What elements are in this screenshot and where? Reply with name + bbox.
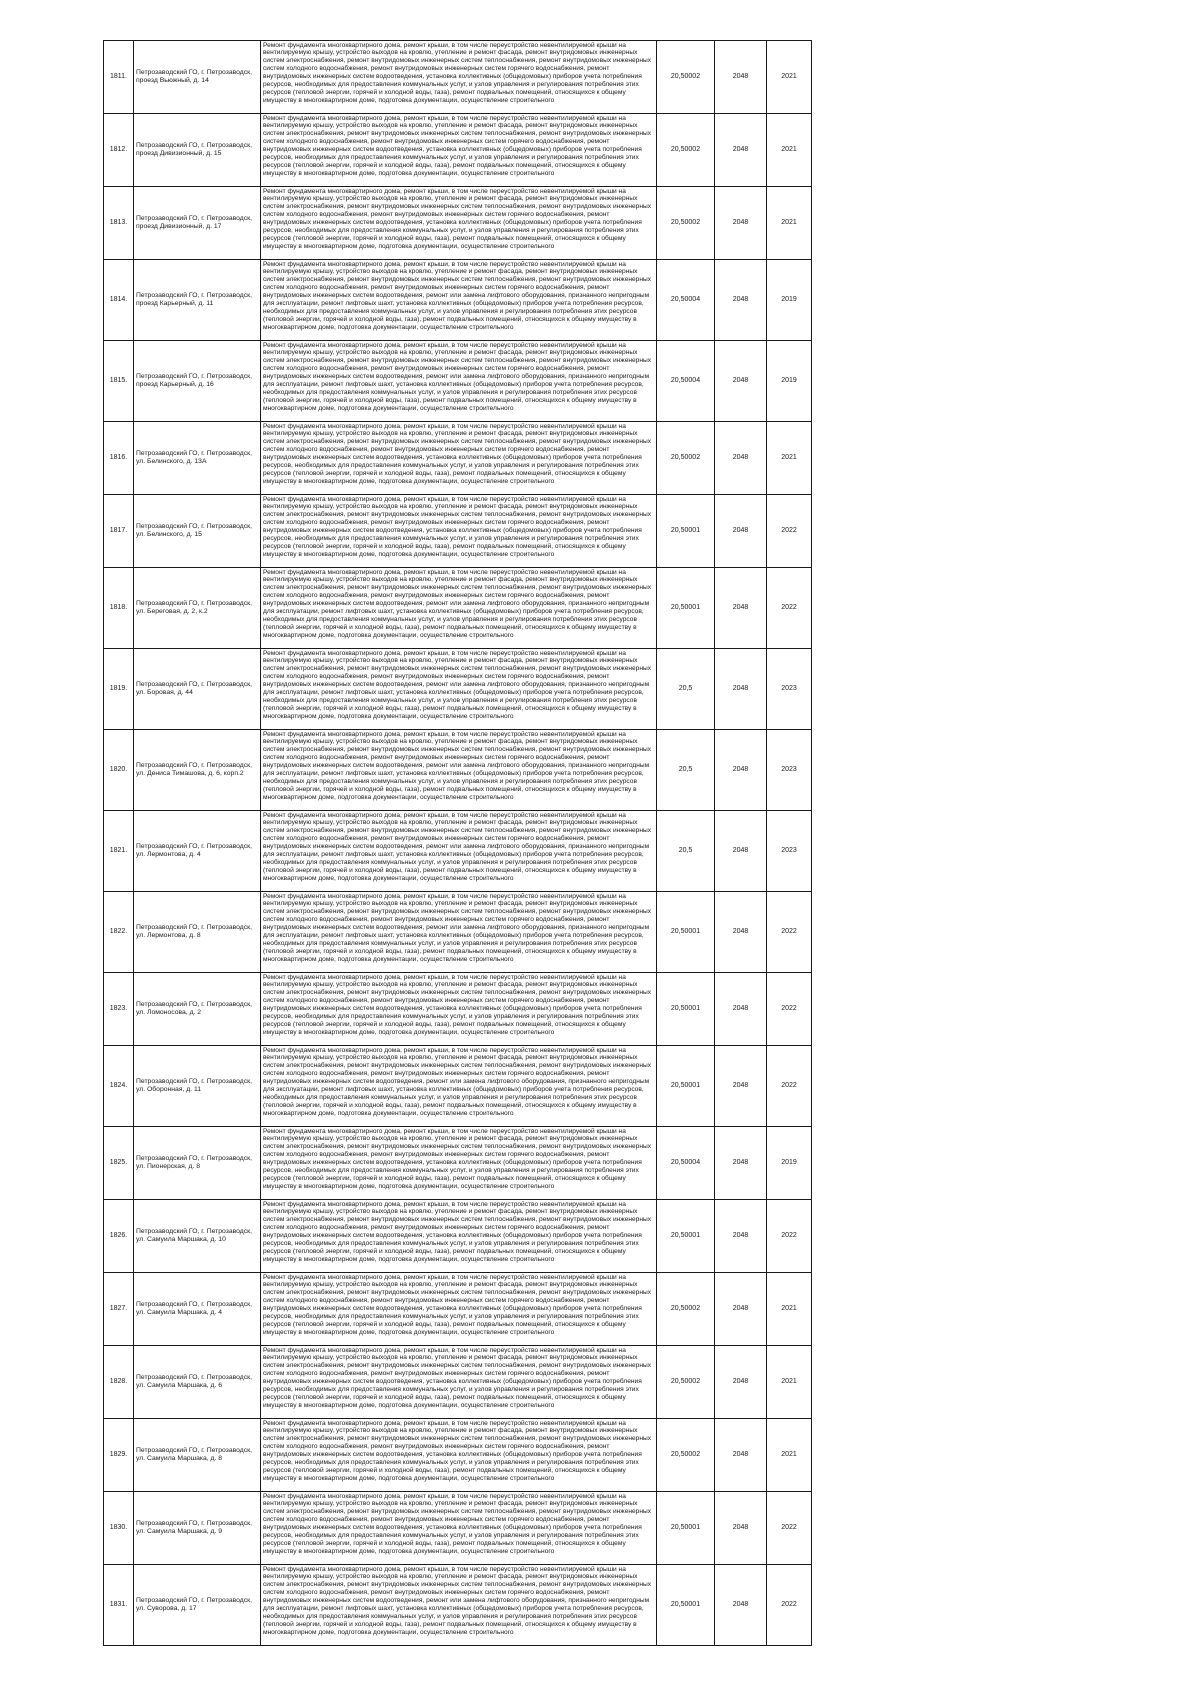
address-cell [134, 1492, 261, 1565]
end-year-cell: 2048 [715, 730, 767, 811]
row-number: 1828. [104, 1346, 134, 1419]
address-cell [134, 1565, 261, 1646]
works-description-cell [261, 260, 657, 341]
value-cell: 20,5 [657, 649, 715, 730]
address-cell [134, 187, 261, 260]
address-text: Петрозаводский ГО, г. Петрозаводск, ул. Оборонная, д. 11 [136, 1078, 253, 1093]
table-row [104, 187, 812, 260]
value-cell: 20,50001 [657, 1492, 715, 1565]
works-description-cell [261, 973, 657, 1046]
table-row [104, 973, 812, 1046]
works-description-cell [261, 1492, 657, 1565]
year-cell: 2022 [767, 973, 812, 1046]
works-description-text: Ремонт фундамента многоквартирного дома, ремонт крыши, в том числе переустройство невентилируемой крыши на вентилируемую крышу, устройство выходов на кровлю, утепление и ремонт фасада, ремонт внутридомовых инженерных систем электроснабжения, ремонт внутридомовых инженерных систем теплоснабжения, ремонт внутридомовых инженерных систем холодного водоснабжения, ремонт внутридомовых инженерных систем горячего водоснабжения, ремонт внутридомовых инженерных систем водоотведения, установка коллективных (общедомовых) приборов учета потребления ресурсов, необходимых для предоставления коммунальных услуг, и узлов управления и регулирования потребления этих ресурсов (тепловой энергии, горячей и холодной воды, газа), ремонт подвальных помещений, относящихся к общему имуществу в многоквартирном доме, подготовка документации, осуществление строительного [263, 422, 652, 485]
address-text: Петрозаводский ГО, г. Петрозаводск, ул. Белинского, д. 13А [136, 450, 253, 465]
table-row [104, 1565, 812, 1646]
table-row [104, 892, 812, 973]
table-row [104, 568, 812, 649]
value-cell: 20,50004 [657, 260, 715, 341]
value-cell: 20,50001 [657, 1200, 715, 1273]
address-text: Петрозаводский ГО, г. Петрозаводск, ул. Береговая, д. 2, к.2 [136, 600, 253, 615]
row-number: 1816. [104, 422, 134, 495]
address-cell [134, 892, 261, 973]
address-text: Петрозаводский ГО, г. Петрозаводск, ул. Боровая, д. 44 [136, 681, 253, 696]
works-description-cell [261, 1419, 657, 1492]
table-row [104, 495, 812, 568]
end-year-cell: 2048 [715, 1046, 767, 1127]
works-description-text: Ремонт фундамента многоквартирного дома, ремонт крыши, в том числе переустройство невентилируемой крыши на вентилируемую крышу, устройство выходов на кровлю, утепление и ремонт фасада, ремонт внутридомовых инженерных систем электроснабжения, ремонт внутридомовых инженерных систем теплоснабжения, ремонт внутридомовых инженерных систем холодного водоснабжения, ремонт внутридомовых инженерных систем горячего водоснабжения, ремонт внутридомовых инженерных систем водоотведения, ремонт или замена лифтового оборудования, признанного непригодным для эксплуатации, ремонт лифтовых шахт, установка коллективных (общедомовых) приборов учета потребления ресурсов, необходимых для предоставления коммунальных услуг, и узлов управления и регулирования потребления этих ресурсов (тепловой энергии, горячей и холодной воды, газа), ремонт подвальных помещений, относящихся к общему имуществу в многоквартирном доме, подготовка документации, осуществление строительного [263, 892, 652, 963]
address-cell [134, 422, 261, 495]
works-description-text: Ремонт фундамента многоквартирного дома, ремонт крыши, в том числе переустройство невентилируемой крыши на вентилируемую крышу, устройство выходов на кровлю, утепление и ремонт фасада, ремонт внутридомовых инженерных систем электроснабжения, ремонт внутридомовых инженерных систем теплоснабжения, ремонт внутридомовых инженерных систем холодного водоснабжения, ремонт внутридомовых инженерных систем горячего водоснабжения, ремонт внутридомовых инженерных систем водоотведения, установка коллективных (общедомовых) приборов учета потребления ресурсов, необходимых для предоставления коммунальных услуг, и узлов управления и регулирования потребления этих ресурсов (тепловой энергии, горячей и холодной воды, газа), ремонт подвальных помещений, относящихся к общему имуществу в многоквартирном доме, подготовка документации, осуществление строительного [263, 1127, 652, 1190]
works-description-cell [261, 1200, 657, 1273]
works-description-text: Ремонт фундамента многоквартирного дома, ремонт крыши, в том числе переустройство невентилируемой крыши на вентилируемую крышу, устройство выходов на кровлю, утепление и ремонт фасада, ремонт внутридомовых инженерных систем электроснабжения, ремонт внутридомовых инженерных систем теплоснабжения, ремонт внутридомовых инженерных систем холодного водоснабжения, ремонт внутридомовых инженерных систем горячего водоснабжения, ремонт внутридомовых инженерных систем водоотведения, установка коллективных (общедомовых) приборов учета потребления ресурсов, необходимых для предоставления коммунальных услуг, и узлов управления и регулирования потребления этих ресурсов (тепловой энергии, горячей и холодной воды, газа), ремонт подвальных помещений, относящихся к общему имуществу в многоквартирном доме, подготовка документации, осуществление строительного [263, 973, 652, 1036]
works-description-cell [261, 495, 657, 568]
address-text: Петрозаводский ГО, г. Петрозаводск, ул. Суворова, д. 17 [136, 1597, 253, 1612]
year-cell: 2022 [767, 495, 812, 568]
row-number: 1829. [104, 1419, 134, 1492]
year-cell: 2019 [767, 341, 812, 422]
end-year-cell: 2048 [715, 1273, 767, 1346]
year-cell: 2021 [767, 422, 812, 495]
works-description-cell [261, 811, 657, 892]
row-number: 1826. [104, 1200, 134, 1273]
end-year-cell: 2048 [715, 811, 767, 892]
address-text: Петрозаводский ГО, г. Петрозаводск, ул. Пионерская, д. 8 [136, 1155, 253, 1170]
address-text: Петрозаводский ГО, г. Петрозаводск, проезд Вьюжный, д. 14 [136, 69, 253, 84]
value-cell: 20,50002 [657, 41, 715, 114]
table-row [104, 1419, 812, 1492]
year-cell: 2022 [767, 1492, 812, 1565]
value-cell: 20,50001 [657, 495, 715, 568]
value-cell: 20,50002 [657, 114, 715, 187]
address-text: Петрозаводский ГО, г. Петрозаводск, проезд Карьерный, д. 16 [136, 373, 253, 388]
value-cell: 20,5 [657, 730, 715, 811]
end-year-cell: 2048 [715, 422, 767, 495]
end-year-cell: 2048 [715, 649, 767, 730]
address-cell [134, 1200, 261, 1273]
row-number: 1821. [104, 811, 134, 892]
works-description-cell [261, 1127, 657, 1200]
end-year-cell: 2048 [715, 1419, 767, 1492]
works-description-text: Ремонт фундамента многоквартирного дома, ремонт крыши, в том числе переустройство невентилируемой крыши на вентилируемую крышу, устройство выходов на кровлю, утепление и ремонт фасада, ремонт внутридомовых инженерных систем электроснабжения, ремонт внутридомовых инженерных систем теплоснабжения, ремонт внутридомовых инженерных систем холодного водоснабжения, ремонт внутридомовых инженерных систем горячего водоснабжения, ремонт внутридомовых инженерных систем водоотведения, ремонт или замена лифтового оборудования, признанного непригодным для эксплуатации, ремонт лифтовых шахт, установка коллективных (общедомовых) приборов учета потребления ресурсов, необходимых для предоставления коммунальных услуг, и узлов управления и регулирования потребления этих ресурсов (тепловой энергии, горячей и холодной воды, газа), ремонт подвальных помещений, относящихся к общему имуществу в многоквартирном доме, подготовка документации, осуществление строительного [263, 730, 652, 801]
works-description-cell [261, 422, 657, 495]
address-text: Петрозаводский ГО, г. Петрозаводск, ул. Самуила Маршака, д. 10 [136, 1228, 253, 1243]
address-text: Петрозаводский ГО, г. Петрозаводск, проезд Дивизионный, д. 15 [136, 142, 253, 157]
row-number: 1831. [104, 1565, 134, 1646]
works-description-text: Ремонт фундамента многоквартирного дома, ремонт крыши, в том числе переустройство невентилируемой крыши на вентилируемую крышу, устройство выходов на кровлю, утепление и ремонт фасада, ремонт внутридомовых инженерных систем электроснабжения, ремонт внутридомовых инженерных систем теплоснабжения, ремонт внутридомовых инженерных систем холодного водоснабжения, ремонт внутридомовых инженерных систем горячего водоснабжения, ремонт внутридомовых инженерных систем водоотведения, установка коллективных (общедомовых) приборов учета потребления ресурсов, необходимых для предоставления коммунальных услуг, и узлов управления и регулирования потребления этих ресурсов (тепловой энергии, горячей и холодной воды, газа), ремонт подвальных помещений, относящихся к общему имуществу в многоквартирном доме, подготовка документации, осуществление строительного [263, 1419, 652, 1482]
works-description-text: Ремонт фундамента многоквартирного дома, ремонт крыши, в том числе переустройство невентилируемой крыши на вентилируемую крышу, устройство выходов на кровлю, утепление и ремонт фасада, ремонт внутридомовых инженерных систем электроснабжения, ремонт внутридомовых инженерных систем теплоснабжения, ремонт внутридомовых инженерных систем холодного водоснабжения, ремонт внутридомовых инженерных систем горячего водоснабжения, ремонт внутридомовых инженерных систем водоотведения, установка коллективных (общедомовых) приборов учета потребления ресурсов, необходимых для предоставления коммунальных услуг, и узлов управления и регулирования потребления этих ресурсов (тепловой энергии, горячей и холодной воды, газа), ремонт подвальных помещений, относящихся к общему имуществу в многоквартирном доме, подготовка документации, осуществление строительного [263, 1200, 652, 1263]
year-cell: 2023 [767, 730, 812, 811]
year-cell: 2021 [767, 1346, 812, 1419]
row-number: 1822. [104, 892, 134, 973]
table-row [104, 1273, 812, 1346]
address-cell [134, 495, 261, 568]
row-number: 1820. [104, 730, 134, 811]
year-cell: 2021 [767, 1419, 812, 1492]
value-cell: 20,50002 [657, 187, 715, 260]
end-year-cell: 2048 [715, 1492, 767, 1565]
table-body [104, 41, 812, 1646]
end-year-cell: 2048 [715, 187, 767, 260]
year-cell: 2022 [767, 892, 812, 973]
table-row [104, 1346, 812, 1419]
row-number: 1811. [104, 41, 134, 114]
year-cell: 2022 [767, 1565, 812, 1646]
end-year-cell: 2048 [715, 495, 767, 568]
address-cell [134, 1046, 261, 1127]
table-row [104, 1200, 812, 1273]
year-cell: 2022 [767, 568, 812, 649]
works-description-text: Ремонт фундамента многоквартирного дома, ремонт крыши, в том числе переустройство невентилируемой крыши на вентилируемую крышу, устройство выходов на кровлю, утепление и ремонт фасада, ремонт внутридомовых инженерных систем электроснабжения, ремонт внутридомовых инженерных систем теплоснабжения, ремонт внутридомовых инженерных систем холодного водоснабжения, ремонт внутридомовых инженерных систем горячего водоснабжения, ремонт внутридомовых инженерных систем водоотведения, установка коллективных (общедомовых) приборов учета потребления ресурсов, необходимых для предоставления коммунальных услуг, и узлов управления и регулирования потребления этих ресурсов (тепловой энергии, горячей и холодной воды, газа), ремонт подвальных помещений, относящихся к общему имуществу в многоквартирном доме, подготовка документации, осуществление строительного [263, 187, 652, 250]
value-cell: 20,50001 [657, 892, 715, 973]
table-row [104, 422, 812, 495]
year-cell: 2021 [767, 114, 812, 187]
year-cell: 2019 [767, 260, 812, 341]
works-description-cell [261, 730, 657, 811]
end-year-cell: 2048 [715, 973, 767, 1046]
row-number: 1815. [104, 341, 134, 422]
row-number: 1817. [104, 495, 134, 568]
end-year-cell: 2048 [715, 41, 767, 114]
address-cell [134, 41, 261, 114]
works-description-text: Ремонт фундамента многоквартирного дома, ремонт крыши, в том числе переустройство невентилируемой крыши на вентилируемую крышу, устройство выходов на кровлю, утепление и ремонт фасада, ремонт внутридомовых инженерных систем электроснабжения, ремонт внутридомовых инженерных систем теплоснабжения, ремонт внутридомовых инженерных систем холодного водоснабжения, ремонт внутридомовых инженерных систем горячего водоснабжения, ремонт внутридомовых инженерных систем водоотведения, ремонт или замена лифтового оборудования, признанного непригодным для эксплуатации, ремонт лифтовых шахт, установка коллективных (общедомовых) приборов учета потребления ресурсов, необходимых для предоставления коммунальных услуг, и узлов управления и регулирования потребления этих ресурсов (тепловой энергии, горячей и холодной воды, газа), ремонт подвальных помещений, относящихся к общему имуществу в многоквартирном доме, подготовка документации, осуществление строительного [263, 568, 652, 639]
works-description-cell [261, 1273, 657, 1346]
year-cell: 2023 [767, 649, 812, 730]
end-year-cell: 2048 [715, 1200, 767, 1273]
table-row [104, 811, 812, 892]
works-description-cell [261, 341, 657, 422]
end-year-cell: 2048 [715, 1127, 767, 1200]
address-cell [134, 1127, 261, 1200]
end-year-cell: 2048 [715, 892, 767, 973]
address-cell [134, 114, 261, 187]
row-number: 1830. [104, 1492, 134, 1565]
end-year-cell: 2048 [715, 341, 767, 422]
address-cell [134, 1419, 261, 1492]
end-year-cell: 2048 [715, 260, 767, 341]
value-cell: 20,50002 [657, 1346, 715, 1419]
address-text: Петрозаводский ГО, г. Петрозаводск, ул. Белинского, д. 15 [136, 523, 253, 538]
address-text: Петрозаводский ГО, г. Петрозаводск, ул. Дениса Тимашова, д. 6, корп.2 [136, 762, 253, 777]
row-number: 1819. [104, 649, 134, 730]
works-description-text: Ремонт фундамента многоквартирного дома, ремонт крыши, в том числе переустройство невентилируемой крыши на вентилируемую крышу, устройство выходов на кровлю, утепление и ремонт фасада, ремонт внутридомовых инженерных систем электроснабжения, ремонт внутридомовых инженерных систем теплоснабжения, ремонт внутридомовых инженерных систем холодного водоснабжения, ремонт внутридомовых инженерных систем горячего водоснабжения, ремонт внутридомовых инженерных систем водоотведения, установка коллективных (общедомовых) приборов учета потребления ресурсов, необходимых для предоставления коммунальных услуг, и узлов управления и регулирования потребления этих ресурсов (тепловой энергии, горячей и холодной воды, газа), ремонт подвальных помещений, относящихся к общему имуществу в многоквартирном доме, подготовка документации, осуществление строительного [263, 41, 652, 104]
year-cell: 2021 [767, 1273, 812, 1346]
table-row [104, 649, 812, 730]
value-cell: 20,50001 [657, 1046, 715, 1127]
works-description-cell [261, 41, 657, 114]
works-description-cell [261, 568, 657, 649]
works-table [103, 40, 812, 1646]
works-description-text: Ремонт фундамента многоквартирного дома, ремонт крыши, в том числе переустройство невентилируемой крыши на вентилируемую крышу, устройство выходов на кровлю, утепление и ремонт фасада, ремонт внутридомовых инженерных систем электроснабжения, ремонт внутридомовых инженерных систем теплоснабжения, ремонт внутридомовых инженерных систем холодного водоснабжения, ремонт внутридомовых инженерных систем горячего водоснабжения, ремонт внутридомовых инженерных систем водоотведения, установка коллективных (общедомовых) приборов учета потребления ресурсов, необходимых для предоставления коммунальных услуг, и узлов управления и регулирования потребления этих ресурсов (тепловой энергии, горячей и холодной воды, газа), ремонт подвальных помещений, относящихся к общему имуществу в многоквартирном доме, подготовка документации, осуществление строительного [263, 1346, 652, 1409]
table-row [104, 114, 812, 187]
works-description-cell [261, 1046, 657, 1127]
address-cell [134, 973, 261, 1046]
end-year-cell: 2048 [715, 1565, 767, 1646]
table-row [104, 1127, 812, 1200]
row-number: 1818. [104, 568, 134, 649]
works-description-cell [261, 892, 657, 973]
address-cell [134, 341, 261, 422]
row-number: 1812. [104, 114, 134, 187]
row-number: 1814. [104, 260, 134, 341]
value-cell: 20,50002 [657, 1419, 715, 1492]
address-text: Петрозаводский ГО, г. Петрозаводск, ул. Самуила Маршака, д. 9 [136, 1520, 253, 1535]
value-cell: 20,5 [657, 811, 715, 892]
year-cell: 2019 [767, 1127, 812, 1200]
end-year-cell: 2048 [715, 568, 767, 649]
works-description-text: Ремонт фундамента многоквартирного дома, ремонт крыши, в том числе переустройство невентилируемой крыши на вентилируемую крышу, устройство выходов на кровлю, утепление и ремонт фасада, ремонт внутридомовых инженерных систем электроснабжения, ремонт внутридомовых инженерных систем теплоснабжения, ремонт внутридомовых инженерных систем холодного водоснабжения, ремонт внутридомовых инженерных систем горячего водоснабжения, ремонт внутридомовых инженерных систем водоотведения, ремонт или замена лифтового оборудования, признанного непригодным для эксплуатации, ремонт лифтовых шахт, установка коллективных (общедомовых) приборов учета потребления ресурсов, необходимых для предоставления коммунальных услуг, и узлов управления и регулирования потребления этих ресурсов (тепловой энергии, горячей и холодной воды, газа), ремонт подвальных помещений, относящихся к общему имуществу в многоквартирном доме, подготовка документации, осуществление строительного [263, 649, 652, 720]
address-text: Петрозаводский ГО, г. Петрозаводск, ул. Самуила Маршака, д. 8 [136, 1447, 253, 1462]
address-cell [134, 1346, 261, 1419]
table-row [104, 341, 812, 422]
address-text: Петрозаводский ГО, г. Петрозаводск, ул. Лермонтова, д. 8 [136, 924, 253, 939]
year-cell: 2023 [767, 811, 812, 892]
table-row [104, 1046, 812, 1127]
address-text: Петрозаводский ГО, г. Петрозаводск, проезд Дивизионный, д. 17 [136, 215, 253, 230]
works-description-text: Ремонт фундамента многоквартирного дома, ремонт крыши, в том числе переустройство невентилируемой крыши на вентилируемую крышу, устройство выходов на кровлю, утепление и ремонт фасада, ремонт внутридомовых инженерных систем электроснабжения, ремонт внутридомовых инженерных систем теплоснабжения, ремонт внутридомовых инженерных систем холодного водоснабжения, ремонт внутридомовых инженерных систем горячего водоснабжения, ремонт внутридомовых инженерных систем водоотведения, ремонт или замена лифтового оборудования, признанного непригодным для эксплуатации, ремонт лифтовых шахт, установка коллективных (общедомовых) приборов учета потребления ресурсов, необходимых для предоставления коммунальных услуг, и узлов управления и регулирования потребления этих ресурсов (тепловой энергии, горячей и холодной воды, газа), ремонт подвальных помещений, относящихся к общему имуществу в многоквартирном доме, подготовка документации, осуществление строительного [263, 260, 652, 331]
works-description-cell [261, 649, 657, 730]
table-row [104, 260, 812, 341]
value-cell: 20,50001 [657, 973, 715, 1046]
year-cell: 2022 [767, 1200, 812, 1273]
address-cell [134, 1273, 261, 1346]
row-number: 1823. [104, 973, 134, 1046]
address-cell [134, 568, 261, 649]
table-row [104, 41, 812, 114]
works-description-cell [261, 1346, 657, 1419]
works-description-text: Ремонт фундамента многоквартирного дома, ремонт крыши, в том числе переустройство невентилируемой крыши на вентилируемую крышу, устройство выходов на кровлю, утепление и ремонт фасада, ремонт внутридомовых инженерных систем электроснабжения, ремонт внутридомовых инженерных систем теплоснабжения, ремонт внутридомовых инженерных систем холодного водоснабжения, ремонт внутридомовых инженерных систем горячего водоснабжения, ремонт внутридомовых инженерных систем водоотведения, ремонт или замена лифтового оборудования, признанного непригодным для эксплуатации, ремонт лифтовых шахт, установка коллективных (общедомовых) приборов учета потребления ресурсов, необходимых для предоставления коммунальных услуг, и узлов управления и регулирования потребления этих ресурсов (тепловой энергии, горячей и холодной воды, газа), ремонт подвальных помещений, относящихся к общему имуществу в многоквартирном доме, подготовка документации, осуществление строительного [263, 1046, 652, 1117]
works-description-text: Ремонт фундамента многоквартирного дома, ремонт крыши, в том числе переустройство невентилируемой крыши на вентилируемую крышу, устройство выходов на кровлю, утепление и ремонт фасада, ремонт внутридомовых инженерных систем электроснабжения, ремонт внутридомовых инженерных систем теплоснабжения, ремонт внутридомовых инженерных систем холодного водоснабжения, ремонт внутридомовых инженерных систем горячего водоснабжения, ремонт внутридомовых инженерных систем водоотведения, ремонт или замена лифтового оборудования, признанного непригодным для эксплуатации, ремонт лифтовых шахт, установка коллективных (общедомовых) приборов учета потребления ресурсов, необходимых для предоставления коммунальных услуг, и узлов управления и регулирования потребления этих ресурсов (тепловой энергии, горячей и холодной воды, газа), ремонт подвальных помещений, относящихся к общему имуществу в многоквартирном доме, подготовка документации, осуществление строительного [263, 811, 652, 882]
value-cell: 20,50002 [657, 1273, 715, 1346]
row-number: 1824. [104, 1046, 134, 1127]
works-description-text: Ремонт фундамента многоквартирного дома, ремонт крыши, в том числе переустройство невентилируемой крыши на вентилируемую крышу, устройство выходов на кровлю, утепление и ремонт фасада, ремонт внутридомовых инженерных систем электроснабжения, ремонт внутридомовых инженерных систем теплоснабжения, ремонт внутридомовых инженерных систем холодного водоснабжения, ремонт внутридомовых инженерных систем горячего водоснабжения, ремонт внутридомовых инженерных систем водоотведения, установка коллективных (общедомовых) приборов учета потребления ресурсов, необходимых для предоставления коммунальных услуг, и узлов управления и регулирования потребления этих ресурсов (тепловой энергии, горячей и холодной воды, газа), ремонт подвальных помещений, относящихся к общему имуществу в многоквартирном доме, подготовка документации, осуществление строительного [263, 495, 652, 558]
end-year-cell: 2048 [715, 114, 767, 187]
year-cell: 2022 [767, 1046, 812, 1127]
works-description-text: Ремонт фундамента многоквартирного дома, ремонт крыши, в том числе переустройство невентилируемой крыши на вентилируемую крышу, устройство выходов на кровлю, утепление и ремонт фасада, ремонт внутридомовых инженерных систем электроснабжения, ремонт внутридомовых инженерных систем теплоснабжения, ремонт внутридомовых инженерных систем холодного водоснабжения, ремонт внутридомовых инженерных систем горячего водоснабжения, ремонт внутридомовых инженерных систем водоотведения, установка коллективных (общедомовых) приборов учета потребления ресурсов, необходимых для предоставления коммунальных услуг, и узлов управления и регулирования потребления этих ресурсов (тепловой энергии, горячей и холодной воды, газа), ремонт подвальных помещений, относящихся к общему имуществу в многоквартирном доме, подготовка документации, осуществление строительного [263, 114, 652, 177]
works-description-cell [261, 1565, 657, 1646]
address-text: Петрозаводский ГО, г. Петрозаводск, проезд Карьерный, д. 11 [136, 292, 253, 307]
value-cell: 20,50002 [657, 422, 715, 495]
address-text: Петрозаводский ГО, г. Петрозаводск, ул. Ломоносова, д. 2 [136, 1001, 253, 1016]
value-cell: 20,50004 [657, 1127, 715, 1200]
address-cell [134, 811, 261, 892]
year-cell: 2021 [767, 41, 812, 114]
value-cell: 20,50004 [657, 341, 715, 422]
row-number: 1813. [104, 187, 134, 260]
works-description-cell [261, 114, 657, 187]
works-description-text: Ремонт фундамента многоквартирного дома, ремонт крыши, в том числе переустройство невентилируемой крыши на вентилируемую крышу, устройство выходов на кровлю, утепление и ремонт фасада, ремонт внутридомовых инженерных систем электроснабжения, ремонт внутридомовых инженерных систем теплоснабжения, ремонт внутридомовых инженерных систем холодного водоснабжения, ремонт внутридомовых инженерных систем горячего водоснабжения, ремонт внутридомовых инженерных систем водоотведения, установка коллективных (общедомовых) приборов учета потребления ресурсов, необходимых для предоставления коммунальных услуг, и узлов управления и регулирования потребления этих ресурсов (тепловой энергии, горячей и холодной воды, газа), ремонт подвальных помещений, относящихся к общему имуществу в многоквартирном доме, подготовка документации, осуществление строительного [263, 1492, 652, 1555]
address-cell [134, 730, 261, 811]
address-text: Петрозаводский ГО, г. Петрозаводск, ул. Самуила Маршака, д. 4 [136, 1301, 253, 1316]
works-description-text: Ремонт фундамента многоквартирного дома, ремонт крыши, в том числе переустройство невентилируемой крыши на вентилируемую крышу, устройство выходов на кровлю, утепление и ремонт фасада, ремонт внутридомовых инженерных систем электроснабжения, ремонт внутридомовых инженерных систем теплоснабжения, ремонт внутридомовых инженерных систем холодного водоснабжения, ремонт внутридомовых инженерных систем горячего водоснабжения, ремонт внутридомовых инженерных систем водоотведения, ремонт или замена лифтового оборудования, признанного непригодным для эксплуатации, ремонт лифтовых шахт, установка коллективных (общедомовых) приборов учета потребления ресурсов, необходимых для предоставления коммунальных услуг, и узлов управления и регулирования потребления этих ресурсов (тепловой энергии, горячей и холодной воды, газа), ремонт подвальных помещений, относящихся к общему имуществу в многоквартирном доме, подготовка документации, осуществление строительного [263, 341, 652, 412]
row-number: 1825. [104, 1127, 134, 1200]
works-description-text: Ремонт фундамента многоквартирного дома, ремонт крыши, в том числе переустройство невентилируемой крыши на вентилируемую крышу, устройство выходов на кровлю, утепление и ремонт фасада, ремонт внутридомовых инженерных систем электроснабжения, ремонт внутридомовых инженерных систем теплоснабжения, ремонт внутридомовых инженерных систем холодного водоснабжения, ремонт внутридомовых инженерных систем горячего водоснабжения, ремонт внутридомовых инженерных систем водоотведения, ремонт или замена лифтового оборудования, признанного непригодным для эксплуатации, ремонт лифтовых шахт, установка коллективных (общедомовых) приборов учета потребления ресурсов, необходимых для предоставления коммунальных услуг, и узлов управления и регулирования потребления этих ресурсов (тепловой энергии, горячей и холодной воды, газа), ремонт подвальных помещений, относящихся к общему имуществу в многоквартирном доме, подготовка документации, осуществление строительного [263, 1565, 652, 1636]
table-row [104, 1492, 812, 1565]
address-cell [134, 649, 261, 730]
works-description-text: Ремонт фундамента многоквартирного дома, ремонт крыши, в том числе переустройство невентилируемой крыши на вентилируемую крышу, устройство выходов на кровлю, утепление и ремонт фасада, ремонт внутридомовых инженерных систем электроснабжения, ремонт внутридомовых инженерных систем теплоснабжения, ремонт внутридомовых инженерных систем холодного водоснабжения, ремонт внутридомовых инженерных систем горячего водоснабжения, ремонт внутридомовых инженерных систем водоотведения, установка коллективных (общедомовых) приборов учета потребления ресурсов, необходимых для предоставления коммунальных услуг, и узлов управления и регулирования потребления этих ресурсов (тепловой энергии, горячей и холодной воды, газа), ремонт подвальных помещений, относящихся к общему имуществу в многоквартирном доме, подготовка документации, осуществление строительного [263, 1273, 652, 1336]
table-row [104, 730, 812, 811]
end-year-cell: 2048 [715, 1346, 767, 1419]
row-number: 1827. [104, 1273, 134, 1346]
address-text: Петрозаводский ГО, г. Петрозаводск, ул. Лермонтова, д. 4 [136, 843, 253, 858]
address-text: Петрозаводский ГО, г. Петрозаводск, ул. Самуила Маршака, д. 6 [136, 1374, 253, 1389]
address-cell [134, 260, 261, 341]
value-cell: 20,50001 [657, 568, 715, 649]
year-cell: 2021 [767, 187, 812, 260]
value-cell: 20,50001 [657, 1565, 715, 1646]
works-description-cell [261, 187, 657, 260]
